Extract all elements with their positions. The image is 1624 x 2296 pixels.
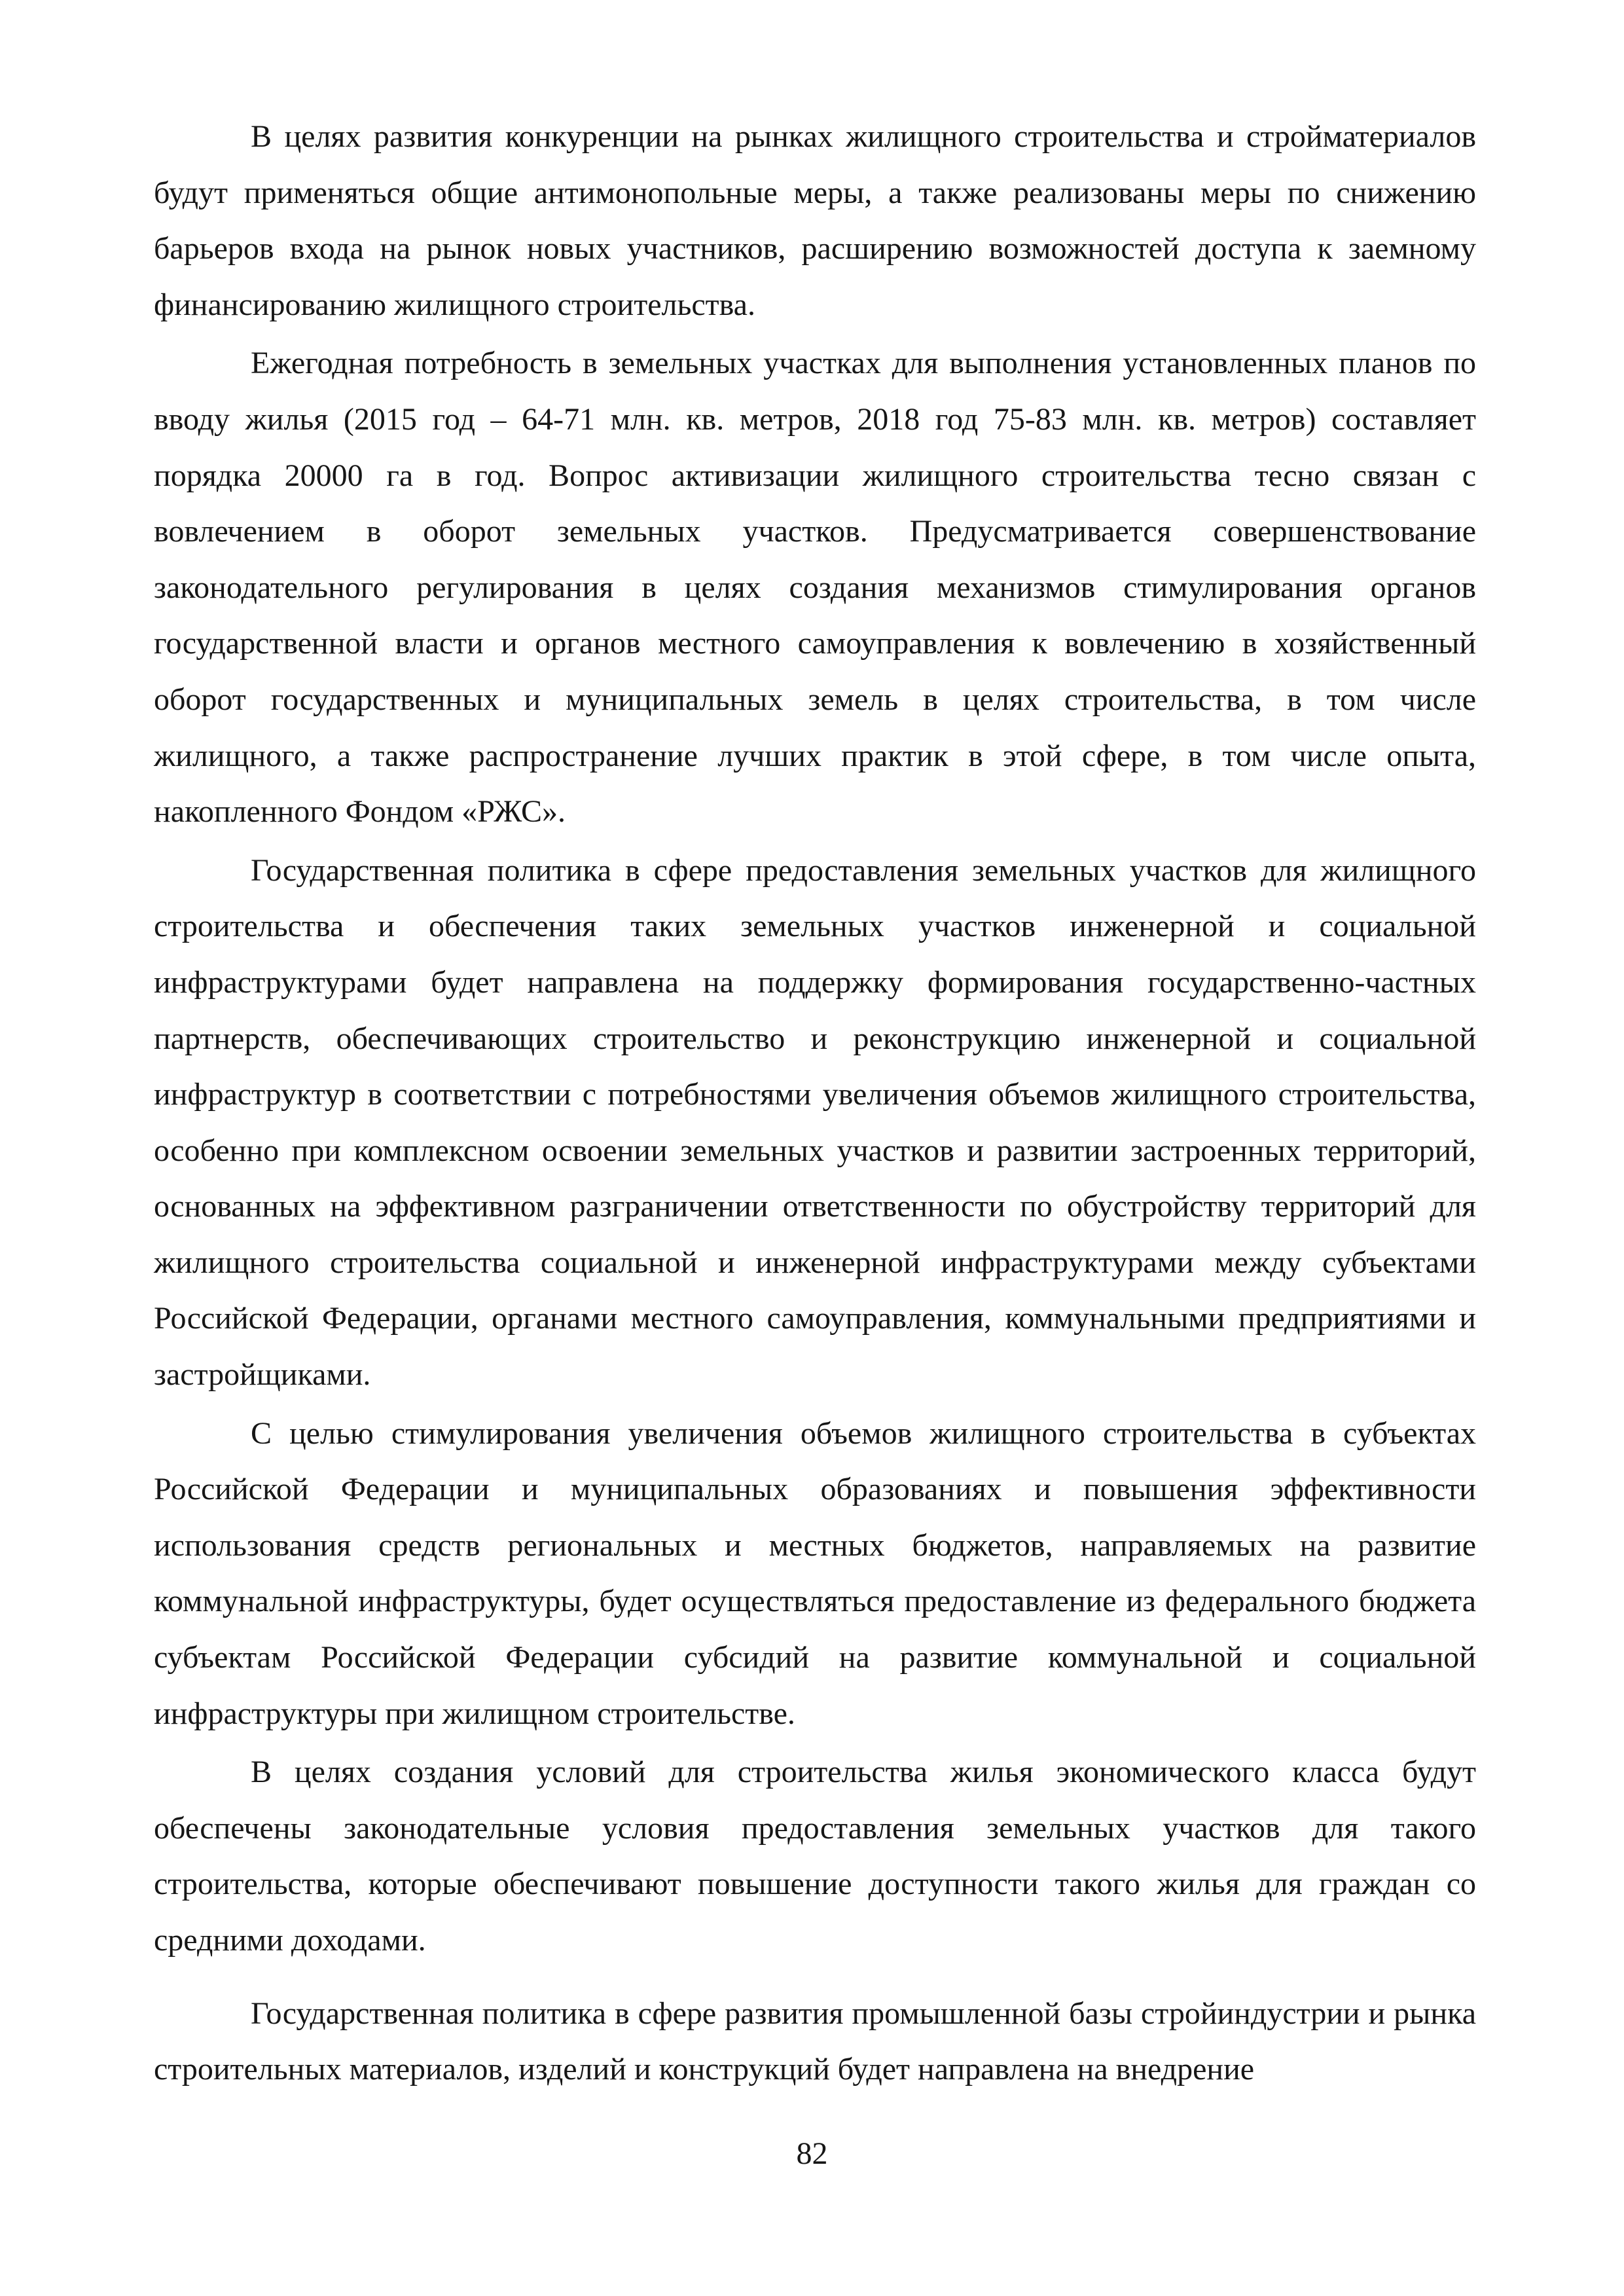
- paragraph-infrastructure-subsidies: С целью стимулирования увеличения объемов жилищного строительства в субъектах Российской Федерации и муниципальных образованиях и повышения эффективности использования средств региональных и местных бюджетов, направляемых на развитие коммунальной инфраструктуры, будет осуществляться предоставление из федерального бюджета субъектам Российской Федерации субсидий на развитие коммунальной и социальной инфраструктуры при жилищном строительстве.: [154, 1415, 1476, 1731]
- paragraph-economy-housing: В целях создания условий для строительства жилья экономического класса будут обеспечены законодательные условия предоставления земельных участков для такого строительства, которые обеспечивают повышение доступности такого жилья для граждан со средними доходами.: [154, 1755, 1476, 1958]
- document-body: [154, 109, 1476, 2098]
- paragraph-construction-industry: Государственная политика в сфере развития промышленной базы стройиндустрии и рынка строительных материалов, изделий и конструкций будет направлена на внедрение: [154, 1995, 1476, 2087]
- paragraph-land-policy: Государственная политика в сфере предоставления земельных участков для жилищного строительства и обеспечения таких земельных участков инженерной и социальной инфраструктурами будет направлена на поддержку формирования государственно-частных партнерств, обеспечивающих строительство и реконструкцию инженерной и социальной инфраструктур в соответствии с потребностями увеличения объемов жилищного строительства, особенно при комплексном освоении земельных участков и развитии застроенных территорий, основанных на эффективном разграничении ответственности по обустройству территорий для жилищного строительства социальной и инженерной инфраструктурами между субъектами Российской Федерации, органами местного самоуправления, коммунальными предприятиями и застройщиками.: [154, 852, 1476, 1393]
- paragraph-land-demand: Ежегодная потребность в земельных участках для выполнения установленных планов по вводу жилья (2015 год – 64-71 млн. кв. метров, 2018 год 75-83 млн. кв. метров) составляет порядка 20000 га в год. Вопрос активизации жилищного строительства тесно связан с вовлечением в оборот земельных участков. Предусматривается совершенствование законодательного регулирования в целях создания механизмов стимулирования органов государственной власти и органов местного самоуправления к вовлечению в хозяйственный оборот государственных и муниципальных земель в целях строительства, в том числе жилищного, а также распространение лучших практик в этой сфере, в том числе опыта, накопленного Фондом «РЖС».: [154, 346, 1476, 829]
- paragraph-competition-measures: В целях развития конкуренции на рынках жилищного строительства и стройматериалов будут применяться общие антимонопольные меры, а также реализованы меры по снижению барьеров входа на рынок новых участников, расширению возможностей доступа к заемному финансированию жилищного строительства.: [154, 119, 1476, 322]
- page-number: 82: [796, 2136, 828, 2171]
